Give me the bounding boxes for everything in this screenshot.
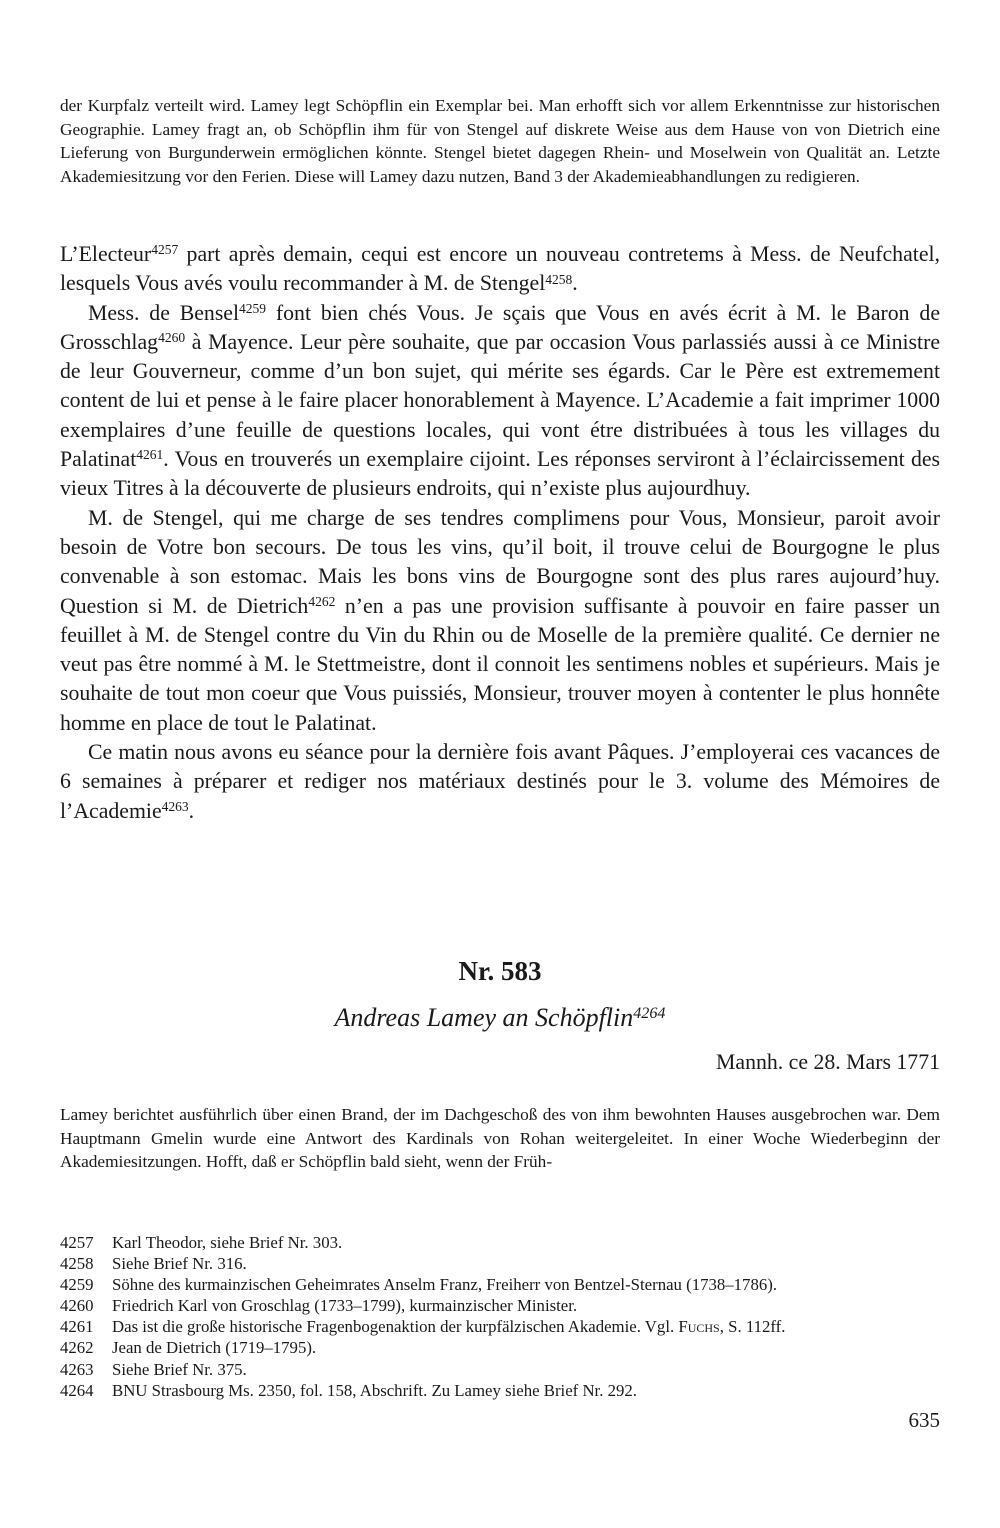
footnote-ref[interactable]: 4261 (136, 447, 164, 463)
footnote (60, 1232, 940, 1253)
footnote-ref[interactable]: 4259 (239, 300, 267, 316)
text-run: Das ist die große historische Fragenbogenaktion der kurpfälzischen Akademie. Vgl. (112, 1317, 679, 1337)
footnote-text (112, 1316, 940, 1337)
letter-title (60, 1003, 940, 1033)
footnote (60, 1274, 940, 1295)
text-run: L’Electeur (60, 242, 152, 266)
footnote-number: 4261 (60, 1317, 94, 1337)
footnote-number: 4263 (60, 1359, 94, 1379)
letter-paragraph (60, 738, 940, 826)
text-run: Mess. de Bensel (88, 300, 240, 325)
text-run: font bien chés Vous. Je sçais que Vous en avés écrit à M. le Baron de Grosschlag (60, 300, 940, 354)
text-run: part après demain, cequi est encore un nouveau contretems à Mess. de Neufchatel, lesquels Vous avés voulu recommander à M. de Stengel (60, 242, 940, 296)
footnote-ref[interactable]: 4258 (545, 271, 573, 287)
text-run: . (572, 271, 578, 296)
text-run: , S. 112ff. (719, 1317, 786, 1337)
footnote-ref[interactable]: 4264 (633, 1004, 666, 1022)
letter-paragraph (60, 240, 940, 299)
text-run: Ce matin nous avons eu séance pour la dernière fois avant Pâques. J’employerai ces vacances de 6 semaines à préparer et rediger nos matériaux destinés pour le 3. volume des Mémoires de l’Academie (60, 740, 940, 823)
text-run: . (188, 798, 195, 823)
footnote (60, 1380, 940, 1401)
footnote-text: Karl Theodor, siehe Brief Nr. 303. (112, 1233, 343, 1252)
text-run: M. de Stengel, qui me charge de ses tendres complimens pour Vous, Monsieur, paroit avoir besoin de Votre bon secours. De tous les vins, qu’il boit, il trouve celui de Bourgogne le plus convenable à son estomac. Mais les bons vins de Bourgogne sont des plus rares aujourd’huy. Question si M. de Dietrich (60, 505, 940, 618)
footnote-number: 4264 (60, 1380, 94, 1400)
letter-title-text: Andreas Lamey an Schöpflin (334, 1003, 634, 1032)
footnote-number: 4257 (60, 1233, 94, 1252)
footnote-number: 4259 (60, 1275, 94, 1295)
footnote-number: 4262 (60, 1338, 94, 1358)
letter-number: Nr. 583 (458, 956, 542, 986)
footnote-text: Siehe Brief Nr. 375. (112, 1359, 247, 1379)
summary-top (60, 94, 940, 188)
letter-paragraph (60, 299, 940, 504)
footnote-ref[interactable]: 4257 (151, 242, 179, 258)
footnote-ref[interactable]: 4260 (158, 330, 186, 346)
dateline: Mannh. ce 28. Mars 1771 (716, 1050, 940, 1074)
footnote (60, 1359, 940, 1380)
footnote-number: 4258 (60, 1254, 94, 1274)
footnote-ref[interactable]: 4263 (161, 798, 189, 814)
text-run: à Mayence. Leur père souhaite, que par occasion Vous parlassiés aussi à ce Ministre de leur Gouverneur, comme d’un bon sujet, qui mérite ses égards. Car le Père est extremement content de lui et pense à le faire placer honorablement à Mayence. L’Academie a fait imprimer 1000 exemplaires d’une feuille de questions locales, qui vont étre distribuées à tous les villages du Palatinat (60, 329, 940, 472)
summary-top-text: der Kurpfalz verteilt wird. Lamey legt Schöpflin ein Exemplar bei. Man erhofft sich vor allem Erkenntnisse zur historischen Geographie. Lamey fragt an, ob Schöpflin ihm für von Stengel auf diskrete Weise aus dem Hause von von Dietrich eine Lieferung von Burgunderwein ermöglichen könnte. Stengel bietet dagegen Rhein- und Moselwein von Qualität an. Letzte Akademiesitzung vor den Ferien. Diese will Lamey dazu nutzen, Band 3 der Akademieabhandlungen zu redigieren. (60, 96, 940, 186)
letter-body (60, 240, 940, 826)
summary-bottom (60, 1103, 940, 1174)
footnote-text: BNU Strasbourg Ms. 2350, fol. 158, Abschrift. Zu Lamey siehe Brief Nr. 292. (112, 1380, 637, 1400)
footnote-text: Siehe Brief Nr. 316. (112, 1254, 247, 1274)
footnotes (60, 1232, 940, 1401)
footnote-ref[interactable]: 4262 (308, 593, 336, 609)
footnote-number: 4260 (60, 1296, 94, 1316)
footnote (60, 1253, 940, 1274)
footnote-text: Söhne des kurmainzischen Geheimrates Anselm Franz, Freiherr von Bentzel-Sternau (1738–1786). (112, 1275, 778, 1295)
summary-bottom-text: Lamey berichtet ausführlich über einen Brand, der im Dachgeschoß des von ihm bewohnten Hauses ausgebrochen war. Dem Hauptmann Gmelin wurde eine Antwort des Kardinals von Rohan weitergeleitet. In einer Woche Wiederbeginn der Akademiesitzungen. Hofft, daß er Schöpflin bald sieht, wenn der Früh- (60, 1105, 940, 1172)
letter-paragraph (60, 504, 940, 738)
footnote (60, 1316, 940, 1337)
footnote (60, 1295, 940, 1316)
footnote-text: Friedrich Karl von Groschlag (1733–1799), kurmainzischer Minister. (112, 1296, 578, 1316)
footnote-text: Jean de Dietrich (1719–1795). (112, 1338, 317, 1358)
author-name: Fuchs (678, 1317, 720, 1337)
text-run: n’en a pas une provision suffisante à pouvoir en faire passer un feuillet à M. de Stengel contre du Vin du Rhin ou de Moselle de la première qualité. Ce dernier ne veut pas être nommé à M. le Stettmeistre, dont il connoit les sentimens nobles et supérieurs. Mais je souhaite de tout mon coeur que Vous puissiés, Monsieur, trouver moyen à contenter le plus honnête homme en place de tout le Palatinat. (60, 593, 940, 735)
text-run: . Vous en trouverés un exemplaire cijoint. Les réponses serviront à l’éclaircissement des vieux Titres à la découverte de plusieurs endroits, qui n’existe plus aujourdhuy. (60, 447, 940, 501)
page-number: 635 (908, 1408, 940, 1432)
footnote (60, 1337, 940, 1358)
